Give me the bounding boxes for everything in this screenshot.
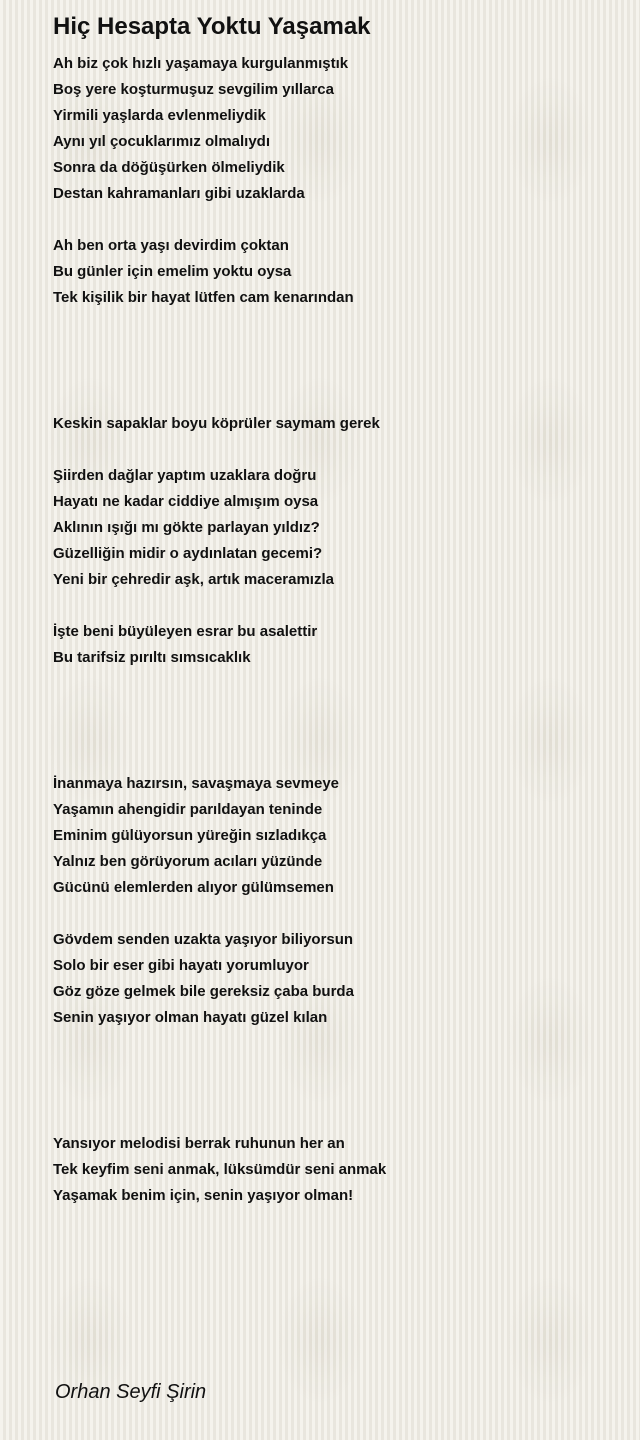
stanza-8: [53, 1131, 386, 1209]
poem-page: [53, 0, 623, 1440]
poem-line: Tek keyfim seni anmak, lüksümdür seni anmak: [53, 1161, 387, 1178]
poem-line: Göz göze gelmek bile gereksiz çaba burda: [53, 983, 354, 1000]
poem-author: Orhan Seyfi Şirin: [55, 1381, 207, 1403]
poem-line: Ah biz çok hızlı yaşamaya kurgulanmıştık: [53, 55, 349, 72]
stanza-2: [53, 233, 354, 311]
poem-line: Ah ben orta yaşı devirdim çoktan: [53, 237, 289, 254]
poem-line: Şiirden dağlar yaptım uzaklara doğru: [53, 467, 317, 484]
poem-title: Hiç Hesapta Yoktu Yaşamak: [53, 13, 371, 40]
poem-line: Solo bir eser gibi hayatı yorumluyor: [53, 957, 309, 974]
poem-line: İnanmaya hazırsın, savaşmaya sevmeye: [53, 775, 340, 792]
poem-line: Gövdem senden uzakta yaşıyor biliyorsun: [53, 931, 354, 948]
poem-line: Aynı yıl çocuklarımız olmalıydı: [53, 133, 271, 150]
stanza-6: [53, 771, 339, 901]
poem-line: Keskin sapaklar boyu köprüler saymam gerek: [53, 415, 380, 432]
poem-line: Yaşamak benim için, senin yaşıyor olman!: [53, 1187, 354, 1204]
poem-line: Yansıyor melodisi berrak ruhunun her an: [53, 1135, 345, 1152]
poem-line: Yaşamın ahengidir parıldayan teninde: [53, 801, 323, 818]
poem-line: Yeni bir çehredir aşk, artık maceramızla: [53, 571, 334, 588]
stanza-7: [53, 927, 354, 1031]
poem-line: Senin yaşıyor olman hayatı güzel kılan: [53, 1009, 328, 1026]
poem-line: Gücünü elemlerden alıyor gülümsemen: [53, 879, 334, 896]
poem-line: Sonra da döğüşürken ölmeliydik: [53, 159, 285, 176]
poem-line: Güzelliğin midir o aydınlatan gecemi?: [53, 545, 323, 562]
poem-line: Eminim gülüyorsun yüreğin sızladıkça: [53, 827, 327, 844]
poem-line: Boş yere koşturmuşuz sevgilim yıllarca: [53, 81, 334, 98]
poem-line: Bu günler için emelim yoktu oysa: [53, 263, 292, 280]
poem-line: Yirmili yaşlarda evlenmeliydik: [53, 107, 266, 124]
poem-line: Yalnız ben görüyorum acıları yüzünde: [53, 853, 323, 870]
stanza-1: [53, 51, 348, 207]
stanza-4: [53, 463, 334, 593]
stanza-5: [53, 619, 317, 671]
poem-line: Bu tarifsiz pırıltı sımsıcaklık: [53, 649, 251, 666]
stanza-3: [53, 411, 380, 437]
poem-line: Tek kişilik bir hayat lütfen cam kenarından: [53, 289, 354, 306]
poem-line: Hayatı ne kadar ciddiye almışım oysa: [53, 493, 319, 510]
poem-line: İşte beni büyüleyen esrar bu asalettir: [53, 623, 318, 640]
poem-line: Destan kahramanları gibi uzaklarda: [53, 185, 305, 202]
poem-line: Aklının ışığı mı gökte parlayan yıldız?: [53, 519, 320, 536]
